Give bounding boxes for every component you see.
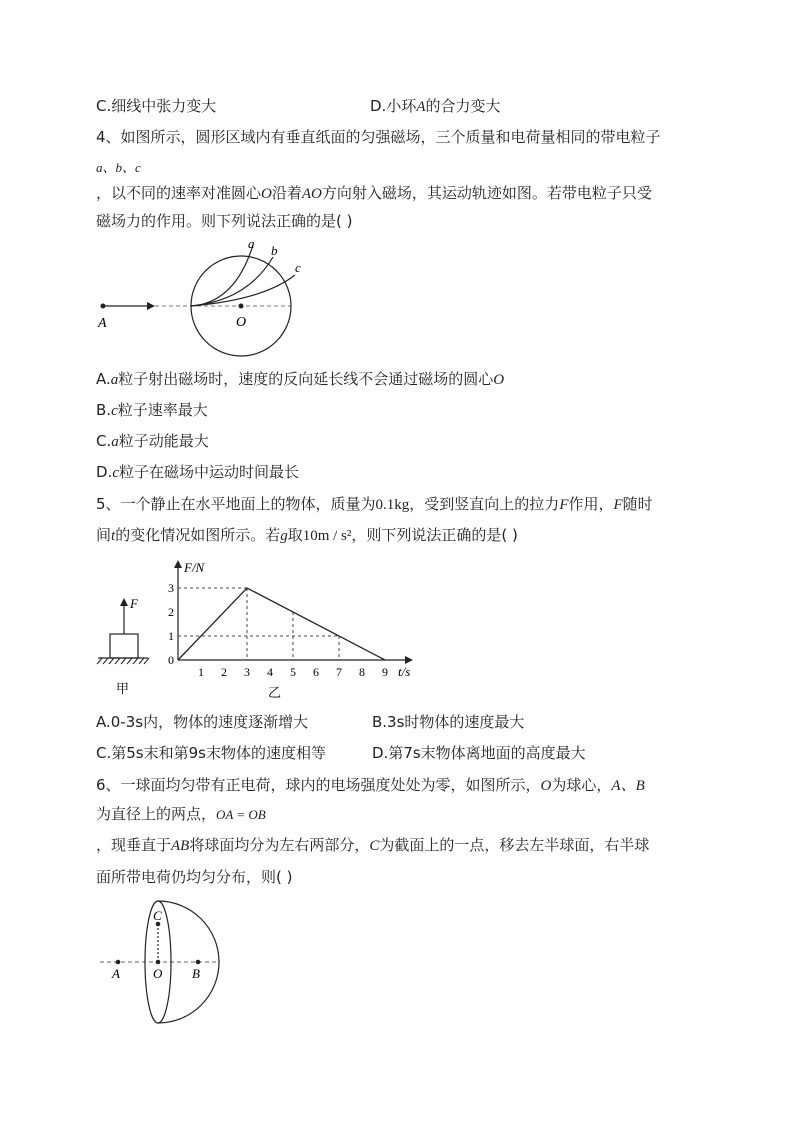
q5-stem-gval: 10m / s² [302, 528, 352, 544]
q6-label-A: A [112, 966, 120, 981]
q5-x-tick-label: 7 [336, 665, 342, 679]
q4-point-A [101, 304, 106, 309]
q6-stem-text: 为球心， [551, 776, 612, 794]
q5-stem-text: 随时 [622, 495, 653, 513]
q4-option-d-var: c [112, 465, 119, 481]
q5-stem-var: t [111, 528, 116, 544]
q5-x-tick-label: 3 [244, 665, 250, 679]
q4-option-c-letter: C. [96, 432, 112, 450]
q5-yi-label: 乙 [268, 685, 282, 700]
q5-y-tick-label: 2 [168, 605, 174, 619]
q5-x-axis-label: t/s [398, 664, 411, 679]
q4-option-a-text: 粒子射出磁场时，速度的反向延长线不会通过磁场的圆心 [118, 370, 494, 388]
q5-jia-label: 甲 [116, 681, 130, 696]
q4-option-c-text: 粒子动能最大 [118, 432, 209, 450]
q4-option-b-letter: B. [96, 401, 112, 419]
q4-option-c-var: a [111, 434, 119, 450]
q5-x-axis-arrowhead [405, 656, 413, 664]
q6-point-O [156, 960, 161, 965]
q6-point-A [116, 960, 121, 965]
q3-option-d [370, 95, 501, 118]
q5-force-arrowhead [120, 598, 128, 606]
q5-x-tick-label: 8 [359, 665, 365, 679]
q5-ground-hatch [97, 658, 149, 664]
q4-stem-line2: a、b、c [96, 160, 141, 175]
q4-option-a-letter: A. [96, 370, 111, 388]
q4-option-b-text: 粒子速率最大 [117, 401, 208, 419]
q3-option-d-var: A [416, 99, 426, 115]
q6-label-O: O [153, 966, 163, 981]
q5-y-axis-label: F/N [184, 560, 205, 575]
q4-center-O [239, 304, 244, 309]
q6-stem-line3 [96, 834, 649, 857]
q5-stem-line2 [96, 524, 518, 547]
q5-stem-mass: 0.1kg [375, 497, 410, 513]
q6-stem-var: C [369, 838, 380, 854]
q5-option-d: D.第7s末物体离地面的高度最大 [372, 744, 586, 762]
q6-stem-text: 6、一球面均匀带有正电荷，球内的电场强度处处为零，如图所示， [96, 776, 541, 794]
q6-label-B: B [192, 966, 200, 981]
q4-stem-text: 方向射入磁场，其运动轨迹如图。若带电粒子只受 [321, 184, 652, 202]
q4-stem-line4: 磁场力的作用。则下列说法正确的是( ) [96, 212, 353, 230]
q5-stem-text: ，则下列说法正确的是( ) [351, 526, 518, 544]
q5-stem-text: 的变化情况如图所示。若 [115, 526, 281, 544]
q5-x-tick-label: 5 [290, 665, 296, 679]
q6-stem-var: O [540, 778, 552, 794]
q6-stem-line1 [96, 774, 645, 797]
q4-option-a [96, 368, 504, 391]
q5-series-line [178, 588, 385, 660]
q6-point-B [196, 960, 201, 965]
q6-stem-line4: 面所带电荷仍均匀分布，则( ) [96, 868, 293, 886]
q5-x-tick-label: 1 [198, 665, 204, 679]
q5-option-b: B.3s时物体的速度最大 [372, 713, 525, 731]
q5-stem-text: 5、一个静止在水平地面上的物体，质量为 [96, 495, 376, 513]
q4-label-A: A [98, 316, 107, 331]
q5-x-tick-label: 9 [382, 665, 388, 679]
q6-stem-text: 将球面均分为左右两部分， [189, 836, 370, 854]
q4-option-c [96, 430, 209, 453]
q5-y-tick-label: 3 [168, 581, 174, 595]
q4-label-O: O [236, 315, 247, 330]
q6-stem-text: 为直径上的两点， [96, 805, 217, 823]
q4-option-d [96, 461, 299, 484]
q4-stem-line1: 4、如图所示，圆形区域内有垂直纸面的匀强磁场，三个质量和电荷量相同的带电粒子 [96, 128, 661, 146]
q5-stem-line1 [96, 493, 653, 516]
q4-magnetic-field-figure [95, 235, 315, 360]
q4-stem-var: AO [301, 186, 322, 202]
q5-stem-var: F [613, 497, 623, 513]
q4-option-b [96, 399, 208, 422]
q5-y-tick-label: 1 [168, 629, 174, 643]
q6-stem-var: AB [171, 838, 190, 854]
q4-trajectory-c [191, 275, 295, 306]
q3-option-d-suffix: 的合力变大 [425, 97, 501, 115]
q4-stem-text: ，以不同的速率对准圆心 [96, 184, 262, 202]
q5-origin-label: 0 [168, 653, 174, 667]
q6-stem-equation: OA = OB [216, 807, 266, 822]
q4-trajectory-a [191, 245, 253, 306]
q5-option-a: A.0-3s内，物体的速度逐渐增大 [96, 713, 309, 731]
q5-stem-text: ，受到竖直向上的拉力 [409, 495, 560, 513]
q4-trajectory-b [191, 257, 273, 306]
q6-label-C: C [153, 908, 162, 923]
q4-label-b: b [271, 243, 278, 258]
q6-hemisphere-figure [98, 898, 228, 1028]
q4-incoming-arrowhead [147, 302, 155, 310]
q4-option-a-O: O [493, 372, 505, 388]
q5-x-tick-label: 2 [221, 665, 227, 679]
q5-x-tick-label: 4 [267, 665, 273, 679]
q4-option-d-letter: D. [96, 463, 113, 481]
q5-stem-text: 取 [287, 526, 303, 544]
q3-option-c: C.细线中张力变大 [96, 97, 217, 115]
q4-option-d-text: 粒子在磁场中运动时间最长 [119, 463, 300, 481]
q5-stem-text: 作用， [568, 495, 614, 513]
q6-stem-text: ，现垂直于 [96, 836, 172, 854]
q4-stem-var: O [261, 186, 272, 202]
q6-stem-line2 [96, 803, 266, 826]
q4-label-c: c [295, 260, 301, 275]
q5-stem-text: 间 [96, 526, 112, 544]
q3-option-d-prefix: D.小环 [370, 97, 417, 115]
q6-stem-var: A、B [611, 778, 645, 794]
q5-stem-var: g [280, 528, 288, 544]
q5-figure-jia [94, 590, 154, 700]
q4-option-a-var: a [110, 372, 119, 388]
q6-stem-text: 为截面上的一点，移去左半球面，右半球 [379, 836, 650, 854]
q5-jia-F-label: F [130, 596, 138, 611]
q5-force-time-chart [160, 558, 422, 702]
q5-tick-labels [168, 581, 388, 679]
q4-option-b-var: c [111, 403, 118, 419]
q5-block [110, 634, 138, 658]
q5-option-c: C.第5s末和第9s末物体的速度相等 [96, 744, 326, 762]
q5-y-axis-arrowhead [174, 560, 182, 568]
q4-stem-text: 沿着 [271, 184, 302, 202]
q5-stem-var: F [559, 497, 569, 513]
q4-label-a: a [248, 236, 255, 251]
q5-x-tick-label: 6 [313, 665, 319, 679]
q4-stem-line3 [96, 182, 652, 205]
